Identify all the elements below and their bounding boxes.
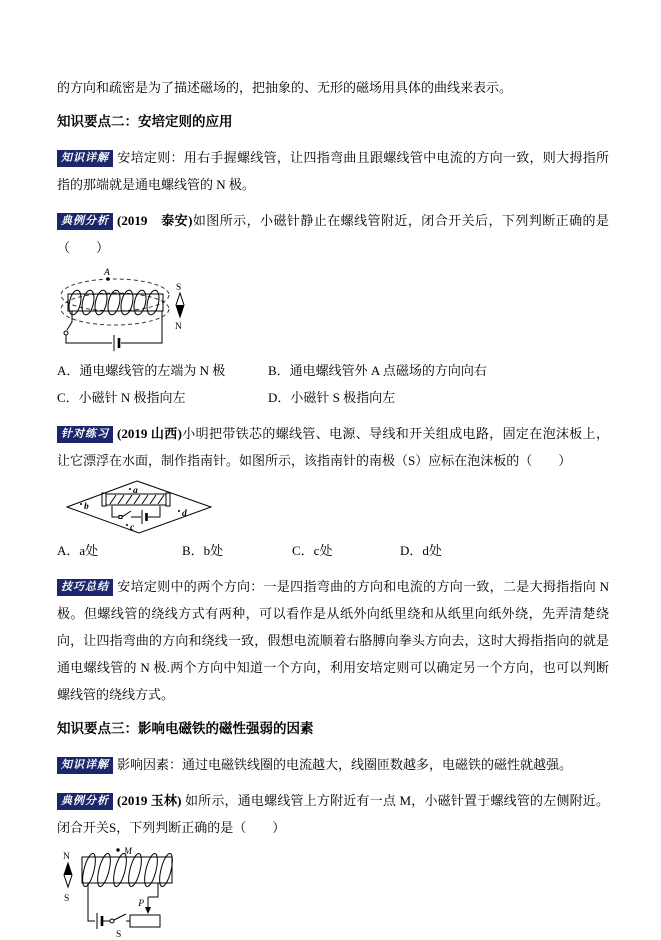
option-c: C．小磁针 N 极指向左 (57, 390, 186, 405)
example-analysis-badge: 典例分析 (57, 213, 113, 230)
svg-text:P: P (138, 899, 144, 909)
figure-foam-board (64, 478, 609, 536)
section2-heading: 知识要点二：安培定则的应用 (57, 114, 233, 129)
section3-example-source: (2019 玉林) (117, 793, 182, 808)
section3-example-question-text: 如所示，通电螺线管上方附近有一点 M，小磁针置于螺线管的左侧附近。闭合开关S，下列判断正确的是（ ） (57, 793, 609, 835)
option-b: B．b处 (182, 543, 224, 558)
option-a: A．通电螺线管的左端为 N 极 (57, 363, 226, 378)
targeted-practice-badge: 针对练习 (57, 426, 113, 443)
svg-text:N: N (63, 852, 70, 862)
coil-hatching (110, 495, 164, 504)
compass-icon (175, 283, 184, 332)
option-b: B．通电螺线管外 A 点磁场的方向向右 (268, 363, 487, 378)
switch-icon (67, 322, 72, 330)
option-a: A．a处 (57, 543, 99, 558)
field-lines (61, 279, 169, 325)
example-source: (2019 泰安) (117, 213, 193, 228)
slider-arrow (137, 883, 158, 914)
option-d: D．d处 (400, 543, 442, 558)
svg-text:A: A (104, 268, 110, 278)
svg-text:N: N (175, 322, 182, 332)
section3-knowledge-paragraph (57, 751, 609, 778)
section3-example-question (57, 787, 609, 841)
knowledge-detail-badge: 知识详解 (57, 150, 113, 167)
coil-turns (80, 852, 175, 887)
svg-text:S: S (176, 283, 182, 293)
svg-text:b: b (84, 502, 89, 512)
skill-summary-paragraph (57, 573, 609, 708)
figure-solenoid-rheostat (58, 845, 609, 940)
svg-text:M: M (124, 847, 132, 857)
svg-text:S: S (64, 894, 70, 904)
example-options (57, 357, 609, 411)
example-question-text: 如图所示，小磁针静止在螺线管附近，闭合开关后，下列判断正确的是（ ） (57, 213, 609, 255)
circuit (112, 506, 160, 524)
solenoid (80, 852, 175, 887)
switch-icon (119, 516, 122, 519)
point-a-marker (103, 268, 110, 281)
section3-knowledge-text: 影响因素：通过电磁铁线圈的电流越大，线圈匝数越多，电磁铁的磁性就越强。 (117, 757, 573, 772)
section2-knowledge-text: 安培定则：用右手握螺线管，让四指弯曲且跟螺线管中电流的方向一致，则大拇指所指的那端就是通电螺线管的 N 极。 (57, 150, 609, 192)
option-d: D．小磁针 S 极指向左 (268, 390, 396, 405)
switch-icon (110, 919, 114, 923)
svg-text:a: a (133, 486, 138, 496)
svg-text:S: S (116, 930, 122, 940)
section2-example-question (57, 207, 609, 261)
skill-summary-badge: 技巧总结 (57, 579, 113, 596)
example-analysis-badge: 典例分析 (57, 793, 113, 810)
intro-paragraph: 的方向和疏密是为了描述磁场的，把抽象的、无形的磁场用具体的曲线来表示。 (57, 80, 513, 95)
foam-board-figure (64, 478, 214, 536)
solenoid-compass-figure (58, 265, 190, 355)
knowledge-detail-badge: 知识详解 (57, 757, 113, 774)
rheostat (130, 915, 160, 927)
practice-question (57, 420, 609, 474)
point-m-marker (116, 847, 133, 857)
practice-source: (2019 山西) (117, 426, 182, 441)
section2-knowledge-paragraph (57, 144, 609, 198)
skill-summary-text: 安培定则中的两个方向：一是四指弯曲的方向和电流的方向一致，二是大拇指指向 N 极。但螺线管的绕线方式有两种，可以看作是从纸外向纸里绕和从纸里向纸外绕，先弄清楚绕向，让四指弯曲的方向和绕线一致，假想电流顺着右胳膊向拳头方向去，这时大拇指指向的就是通电螺线管的 N 极.两个方向中知道一个方向，利用安培定则可以确定另一个方向，也可以判断螺线管的绕线方式。 (57, 579, 609, 702)
section3-heading: 知识要点三：影响电磁铁的磁性强弱的因素 (57, 721, 314, 736)
circuit (64, 311, 162, 351)
figure-solenoid-field-lines (58, 265, 609, 355)
solenoid-rheostat-figure (58, 845, 193, 940)
option-c: C．c处 (292, 543, 333, 558)
svg-text:d: d (182, 509, 187, 519)
compass-icon (63, 852, 72, 904)
practice-options (57, 537, 609, 564)
svg-text:c: c (130, 523, 135, 533)
practice-question-text: 小明把带铁芯的螺线管、电源、导线和开关组成电路，固定在泡沫板上，让它漂浮在水面，制作指南针。如图所示，该指南针的南极（S）应标在泡沫板的（ ） (57, 426, 609, 468)
circuit (88, 883, 160, 940)
